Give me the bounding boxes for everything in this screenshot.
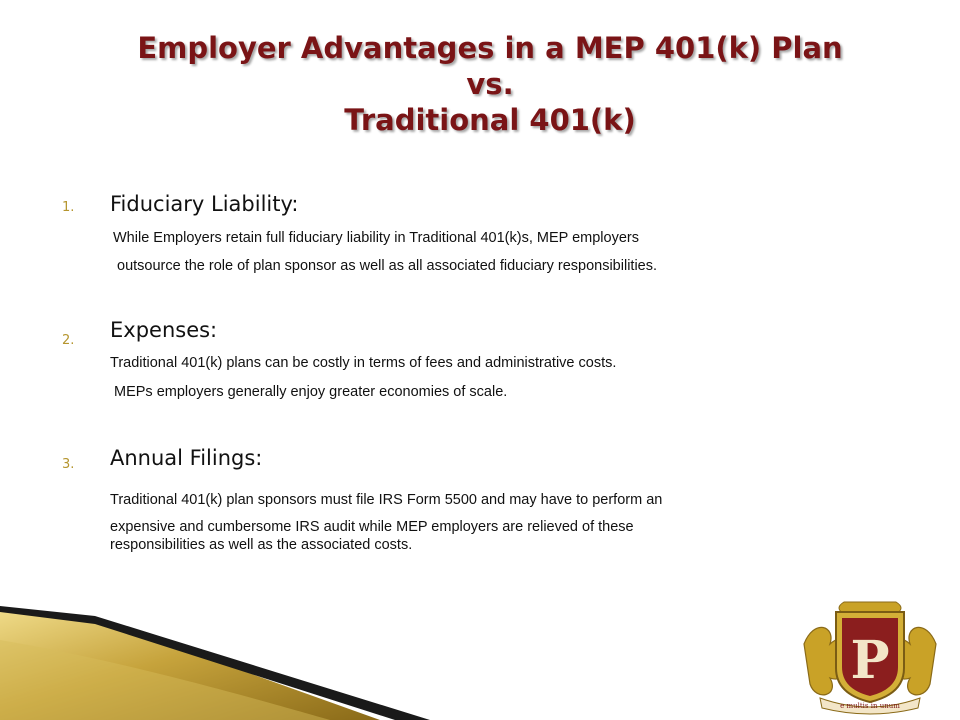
item-text: Traditional 401(k) plans can be costly in terms of fees and administrative costs.	[110, 355, 617, 371]
title-line-3: Traditional 401(k)	[344, 103, 636, 137]
item-text: MEPs employers generally enjoy greater economies of scale.	[114, 384, 508, 400]
item-heading: Annual Filings:	[110, 446, 263, 470]
title-line-2: vs.	[466, 67, 514, 101]
company-logo	[800, 598, 940, 716]
item-number: 2.	[62, 333, 75, 348]
item-heading: Expenses:	[110, 318, 218, 342]
logo-letter: P	[850, 630, 890, 691]
slide-title	[60, 30, 920, 138]
title-line-1: Employer Advantages in a MEP 401(k) Plan	[137, 31, 843, 65]
item-number: 1.	[62, 200, 75, 215]
item-text: responsibilities as well as the associated costs.	[110, 537, 413, 553]
item-heading: Fiduciary Liability:	[110, 192, 299, 216]
item-text: expensive and cumbersome IRS audit while MEP employers are relieved of these	[110, 519, 634, 535]
item-number: 3.	[62, 457, 75, 472]
item-text: Traditional 401(k) plan sponsors must file IRS Form 5500 and may have to perform an	[110, 492, 663, 508]
item-text: outsource the role of plan sponsor as well as all associated fiduciary responsibilities.	[117, 258, 658, 274]
logo-banner-text: e multis in unum	[840, 702, 900, 710]
item-text: While Employers retain full fiduciary liability in Traditional 401(k)s, MEP employers	[113, 230, 639, 246]
